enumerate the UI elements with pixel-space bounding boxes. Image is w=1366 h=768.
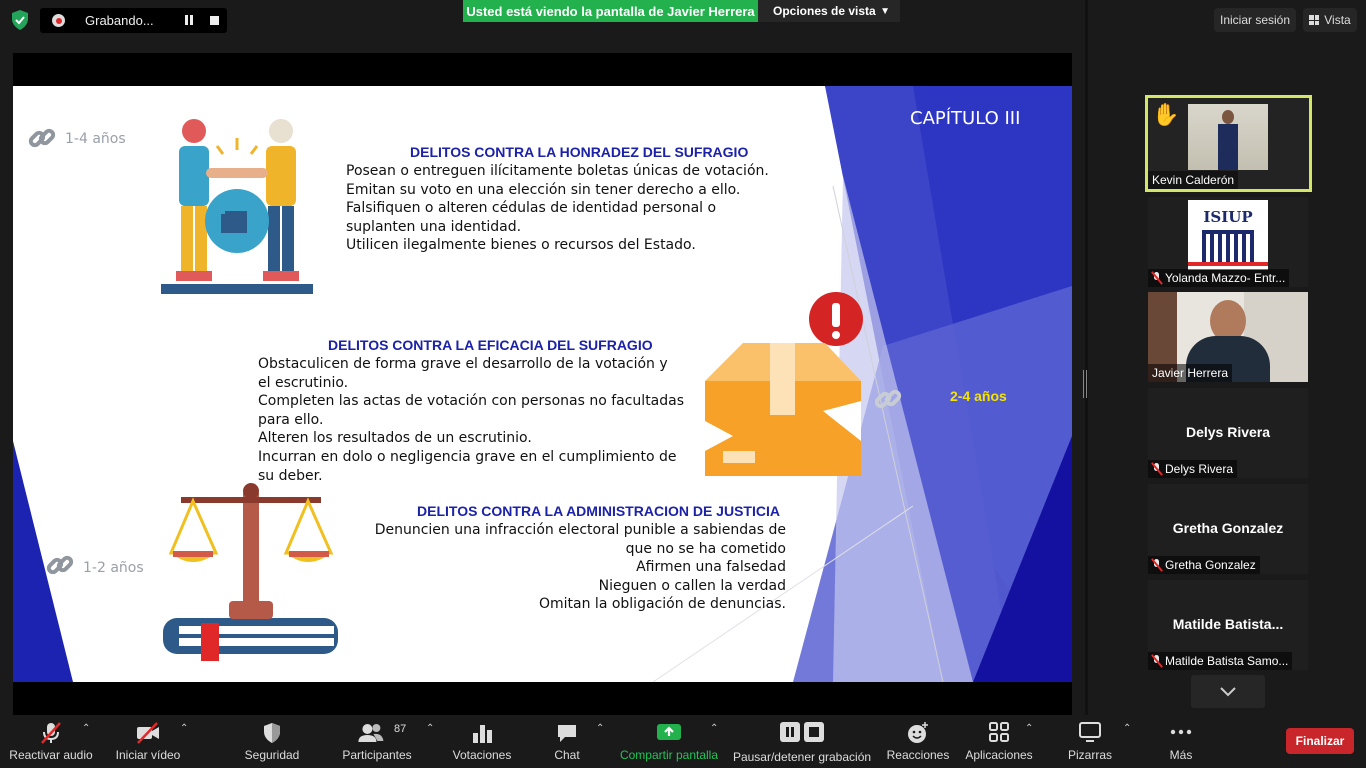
section-2-line-3: Completen las actas de votación con personas no facultadas [258, 393, 685, 410]
isiup-logo: ISIUP [1188, 200, 1268, 270]
raised-hand-icon: ✋ [1152, 102, 1180, 127]
mic-muted-icon [1152, 559, 1161, 571]
share-screen-label: Compartir pantalla [619, 748, 719, 762]
video-feed [1188, 104, 1268, 170]
share-screen-button[interactable] [616, 715, 722, 768]
apps-label: Aplicaciones [965, 748, 1033, 762]
chevron-down-icon: ▼ [880, 5, 890, 17]
section-1-line-2: Emitan su voto en una elección sin tener derecho a ello. [346, 181, 741, 198]
section-2-line-2: el escrutinio. [258, 374, 349, 391]
section-2-line-7: su deber. [258, 467, 323, 484]
section-2-line-1: Obstaculicen de forma grave el desarrollo de la votación y [258, 356, 668, 372]
section-1-line-3: Falsifiquen o alteren cédulas de identidad personal o [346, 200, 717, 217]
penalty-years-2: 2-4 años [950, 388, 1007, 404]
participant-name: Delys Rivera [1148, 460, 1237, 478]
participant-display-name: Matilde Batista... [1172, 616, 1284, 632]
section-heading-2: DELITOS CONTRA LA EFICACIA DEL SUFRAGIO [328, 337, 653, 353]
participant-name: Gretha Gonzalez [1148, 556, 1260, 574]
security-button[interactable] [238, 715, 306, 768]
pause-stop-recording-button[interactable] [731, 715, 873, 768]
chat-bubble-icon [555, 721, 579, 745]
section-heading-3: DELITOS CONTRA LA ADMINISTRACION DE JUSTICIA [417, 503, 780, 519]
whiteboard-icon [1078, 721, 1102, 743]
section-2-line-5: Alteren los resultados de un escrutinio. [258, 430, 532, 447]
participants-icon [357, 721, 385, 745]
link-icon [873, 384, 903, 414]
end-meeting-button[interactable]: Finalizar [1286, 728, 1354, 754]
more-dots-icon [1169, 721, 1193, 743]
participant-count: 87 [394, 723, 407, 735]
microphone-muted-icon [39, 721, 63, 745]
section-3-line-3: Afirmen una falsedad [636, 559, 786, 576]
participant-display-name: Delys Rivera [1185, 424, 1271, 440]
section-3-line-1: Denuncien una infracción electoral punible a sabiendas de [374, 522, 786, 538]
chat-label: Chat [554, 748, 580, 762]
gallery-icon [1309, 15, 1319, 25]
participant-tile-gretha[interactable] [1148, 484, 1308, 574]
polls-button[interactable] [448, 715, 516, 768]
whiteboards-button[interactable] [1062, 715, 1118, 768]
pause-stop-recording-label: Pausar/detener grabación [732, 750, 872, 764]
meeting-toolbar [0, 715, 1366, 768]
penalty-years-3: 1-2 años [83, 560, 144, 576]
participant-tile-matilde[interactable] [1148, 580, 1308, 670]
reactions-button[interactable] [885, 715, 951, 768]
record-icon [52, 14, 65, 27]
participant-name: Yolanda Mazzo- Entr... [1148, 269, 1289, 287]
more-button[interactable] [1158, 715, 1204, 768]
chapter-title: CAPÍTULO III [910, 108, 1021, 129]
panel-resize-handle[interactable] [1083, 370, 1087, 398]
mic-muted-icon [1152, 463, 1161, 475]
pause-recording-icon[interactable] [184, 15, 194, 25]
participant-tile-yolanda[interactable] [1148, 197, 1308, 287]
view-options-label: Opciones de vista [773, 4, 876, 18]
section-3-line-4: Nieguen o callen la verdad [598, 577, 786, 594]
share-options-caret[interactable]: ⌃ [710, 723, 719, 734]
scroll-down-button[interactable] [1191, 675, 1265, 708]
participants-options-caret[interactable]: ⌃ [426, 723, 435, 734]
share-screen-icon [656, 721, 682, 743]
participants-label: Participantes [342, 748, 412, 762]
section-3-line-2: que no se ha cometido [625, 540, 786, 557]
presentation-slide [13, 86, 1072, 682]
section-3-line-5: Omitan la obligación de denuncias. [538, 596, 786, 613]
whiteboards-label: Pizarras [1067, 748, 1112, 762]
recording-indicator [40, 8, 227, 33]
mic-muted-icon [1152, 272, 1161, 284]
participant-display-name: Gretha Gonzalez [1172, 520, 1284, 536]
participants-button[interactable] [338, 715, 416, 768]
start-video-label: Iniciar vídeo [115, 748, 181, 762]
video-options-caret[interactable]: ⌃ [180, 723, 189, 734]
apps-options-caret[interactable]: ⌃ [1025, 723, 1034, 734]
recording-label: Grabando... [85, 13, 154, 28]
chevron-down-icon [1220, 687, 1236, 697]
participant-name: Kevin Calderón [1148, 171, 1238, 189]
login-button[interactable]: Iniciar sesión [1214, 8, 1296, 32]
view-label: Vista [1324, 13, 1351, 27]
section-2-line-4: para ello. [258, 411, 324, 428]
polls-label: Votaciones [452, 748, 512, 762]
chat-options-caret[interactable]: ⌃ [596, 723, 605, 734]
emoji-icon [906, 721, 930, 745]
bar-chart-icon [471, 721, 493, 745]
participant-name: Javier Herrera [1148, 364, 1232, 382]
box-alert-illustration [703, 291, 868, 476]
more-label: Más [1169, 748, 1193, 762]
section-2-line-6: Incurran en dolo o negligencia grave en el cumplimiento de [258, 449, 677, 465]
penalty-years-1: 1-4 años [65, 131, 126, 147]
participant-tile-javier[interactable] [1148, 292, 1308, 382]
participant-name: Matilde Batista Samo... [1148, 652, 1292, 670]
chat-button[interactable] [542, 715, 592, 768]
whiteboards-options-caret[interactable]: ⌃ [1123, 723, 1132, 734]
video-camera-muted-icon [135, 721, 161, 745]
scales-of-justice-illustration [161, 483, 343, 663]
screen-share-banner: Usted está viendo la pantalla de Javier Herrera [463, 0, 758, 22]
view-options-button[interactable] [758, 0, 900, 22]
section-1-line-4: suplanten una identidad. [346, 218, 522, 235]
section-heading-1: DELITOS CONTRA LA HONRADEZ DEL SUFRAGIO [410, 144, 749, 160]
view-button[interactable] [1303, 8, 1357, 32]
panel-divider [1085, 0, 1088, 715]
reactions-label: Reacciones [886, 748, 950, 762]
pause-stop-icon [779, 721, 825, 743]
shield-icon [261, 721, 283, 745]
audio-options-caret[interactable]: ⌃ [82, 723, 91, 734]
link-icon [27, 123, 57, 153]
section-1-line-5: Utilicen ilegalmente bienes o recursos del Estado. [346, 237, 696, 254]
unmute-audio-label: Reactivar audio [9, 748, 93, 762]
mic-muted-icon [1152, 655, 1161, 667]
start-video-button[interactable] [108, 715, 188, 768]
security-label: Seguridad [244, 748, 300, 762]
participant-tile-kevin[interactable] [1145, 95, 1312, 192]
apps-icon [988, 721, 1010, 743]
stop-recording-icon[interactable] [210, 16, 219, 25]
handshake-illustration [161, 116, 316, 296]
shield-icon[interactable] [10, 9, 30, 31]
section-1-line-1: Posean o entreguen ilícitamente boletas únicas de votación. [346, 163, 769, 179]
participant-tile-delys[interactable] [1148, 388, 1308, 478]
shared-screen [13, 53, 1072, 715]
link-icon [45, 550, 75, 580]
